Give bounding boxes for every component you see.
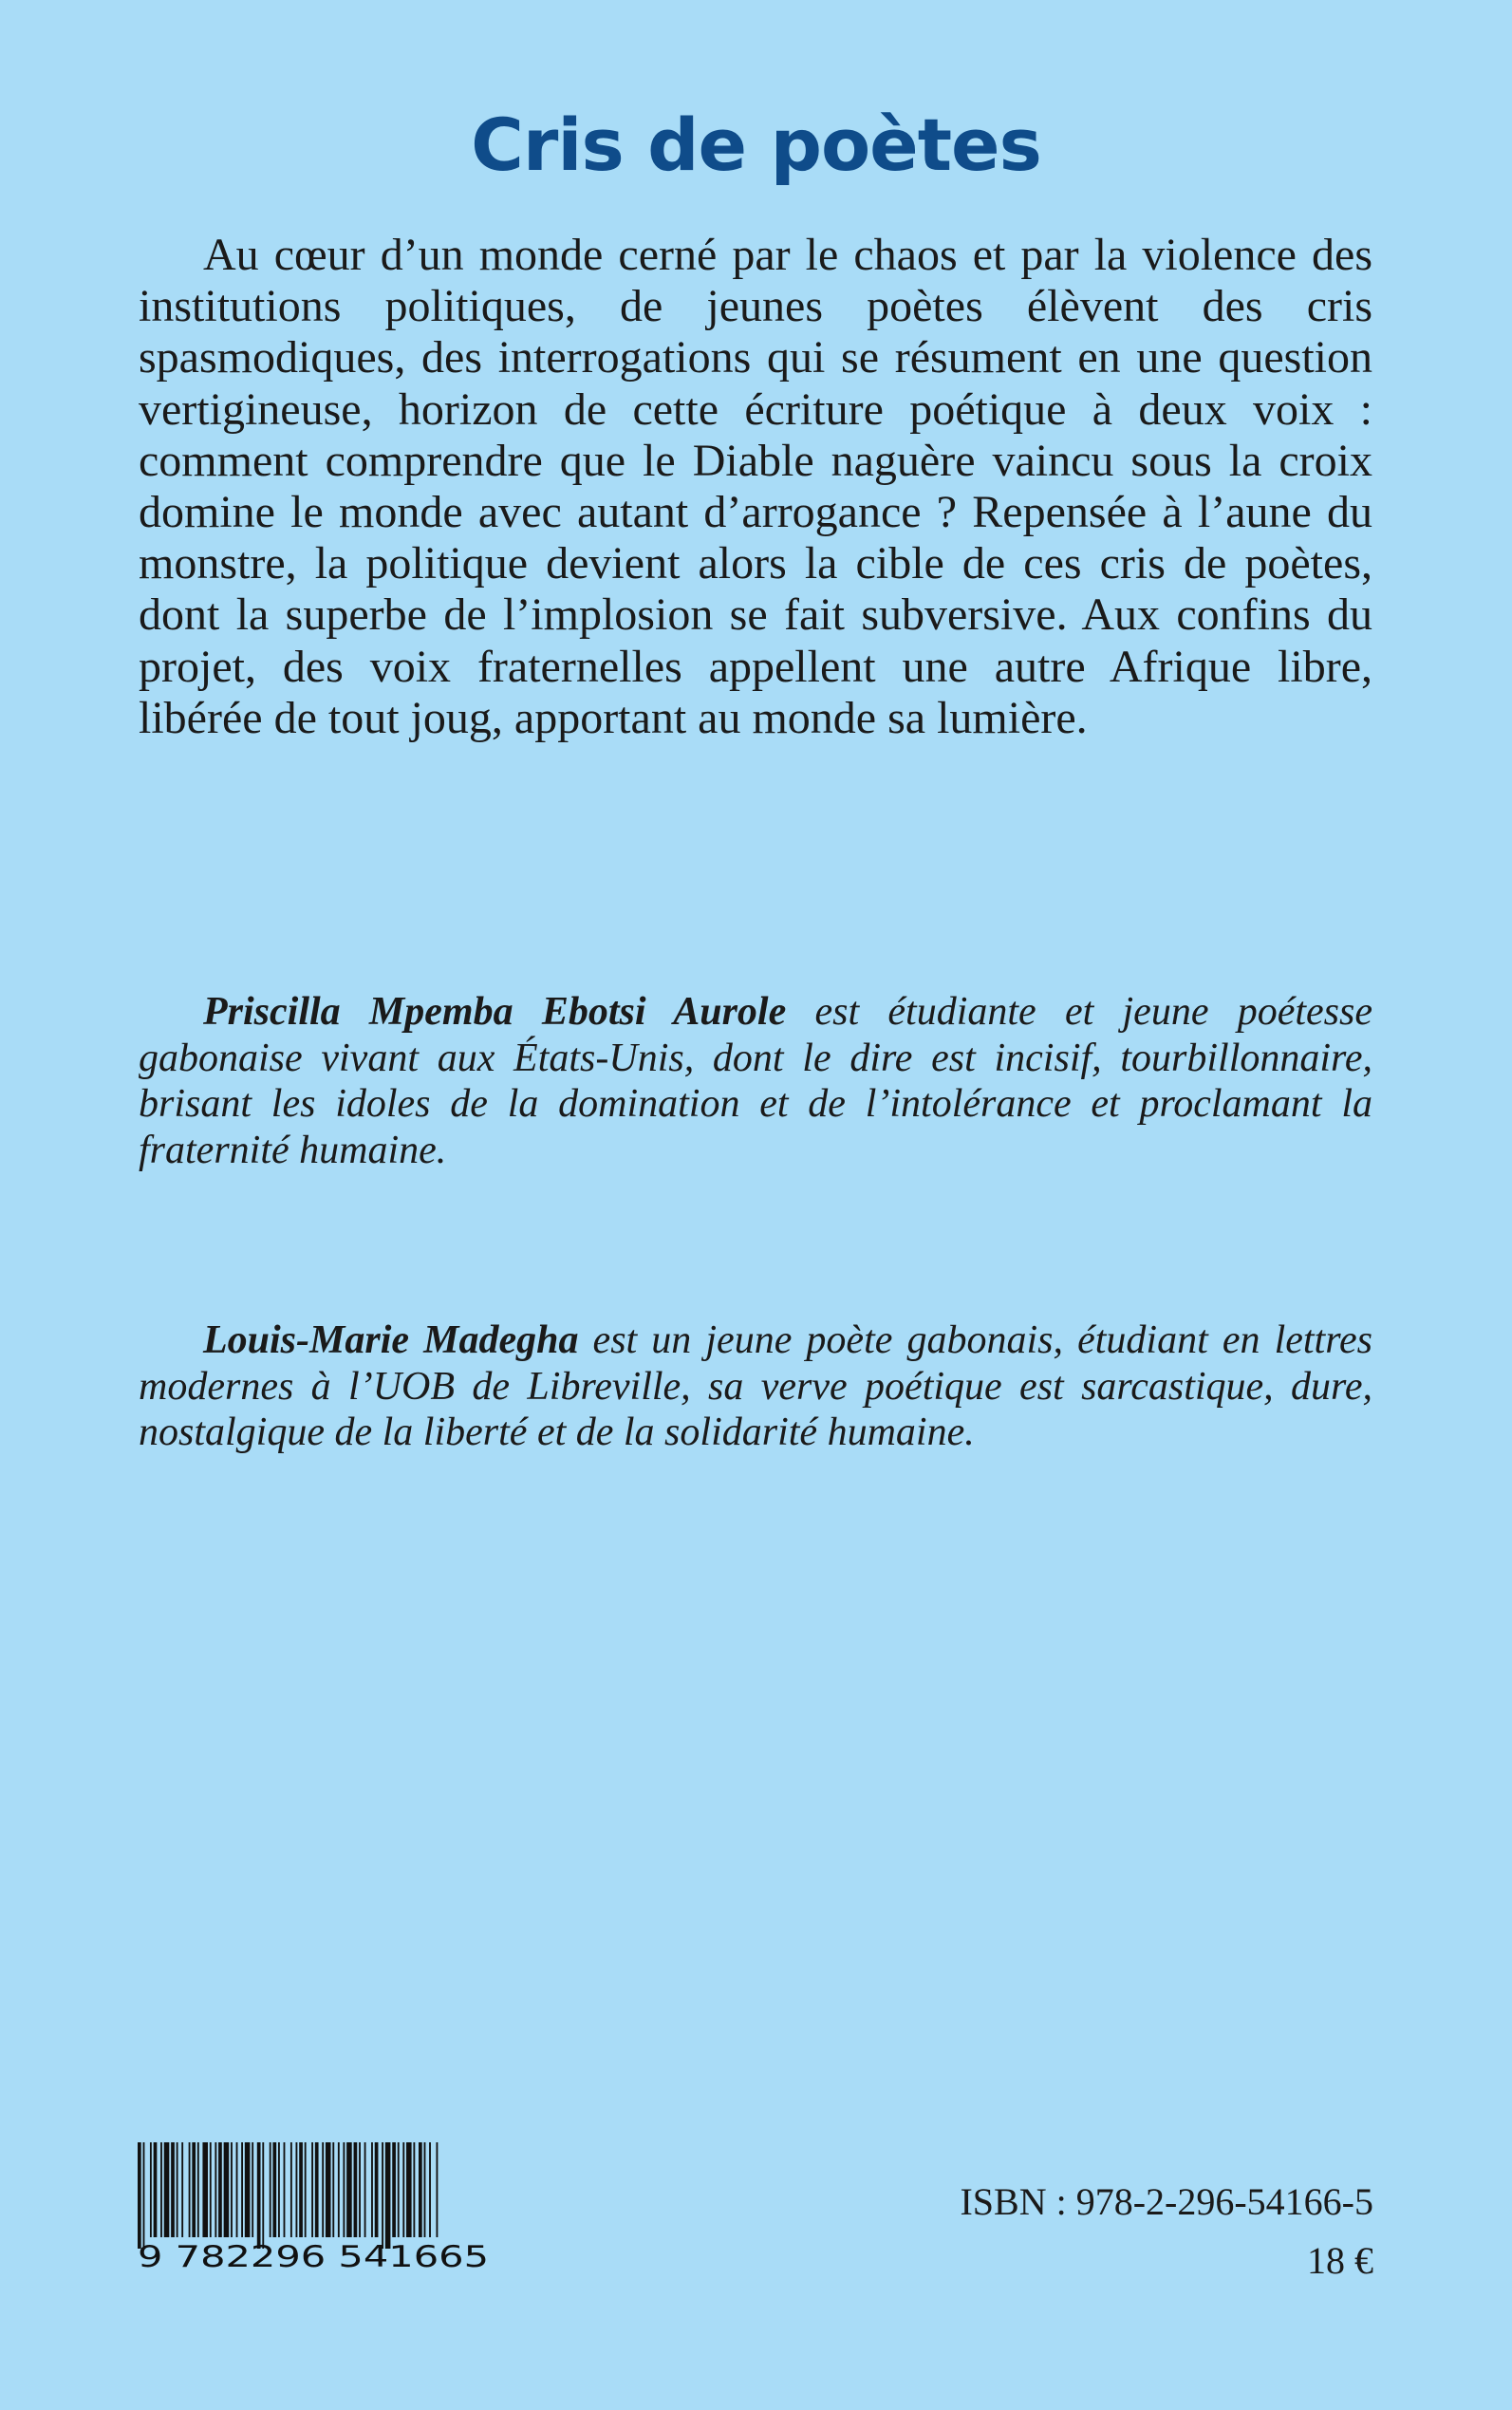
barcode-bar (364, 2142, 366, 2237)
barcode-bar (385, 2142, 391, 2249)
barcode-bar (154, 2142, 158, 2237)
barcode-bar (197, 2142, 199, 2237)
price: 18 € (1307, 2239, 1373, 2282)
author-bio-text-2: est un jeune poète gabonais, étudiant en lettres modernes à l’UOB de Libreville, sa verve poétique est sarcastique, dure, nostalgique de la liberté et de la solidarité humaine. (139, 1318, 1372, 1454)
barcode-bar (437, 2142, 439, 2237)
barcode-bar (245, 2142, 251, 2237)
barcode-bar (257, 2142, 261, 2249)
barcode-bar (181, 2142, 183, 2237)
barcode-bar (322, 2142, 324, 2237)
barcode-bar (343, 2142, 345, 2237)
barcode-bar (143, 2142, 145, 2249)
barcode-bar (311, 2142, 313, 2237)
book-summary (139, 230, 1372, 744)
barcode-bar (326, 2142, 331, 2237)
barcode-bar (290, 2142, 292, 2237)
author-bio-1 (139, 989, 1372, 1173)
barcode-bar (413, 2142, 415, 2237)
barcode-bar (177, 2142, 178, 2237)
barcode-bar (218, 2142, 222, 2237)
book-title: Cris de poètes (471, 102, 1041, 187)
barcode-bar (419, 2142, 422, 2237)
barcode-bar (272, 2142, 276, 2237)
barcode-bar (406, 2142, 412, 2237)
author-bio-text-1: est étudiante et jeune poétesse gabonaise vivant aux États-Unis, dont le dire est incisif, tourbillonnaire, brisant les idoles de la domination et de l’intolérance et proclamant la fraternité humaine. (139, 990, 1373, 1172)
barcode-bar (346, 2142, 352, 2237)
barcode-bars (138, 2142, 438, 2249)
barcode-bar (160, 2142, 162, 2237)
barcode-digits: 9 782296 541665 (138, 2240, 489, 2270)
barcode-bar (224, 2142, 230, 2237)
barcode-bar (231, 2142, 233, 2237)
barcode-bar (278, 2142, 280, 2237)
author-name-2: Louis-Marie Madegha (203, 1318, 579, 1362)
barcode-bar (236, 2142, 238, 2237)
barcode-bar (296, 2142, 298, 2237)
barcode-bar (150, 2142, 152, 2237)
author-bio-2 (139, 1317, 1372, 1456)
barcode-bar (424, 2142, 426, 2237)
barcode-bar (371, 2142, 373, 2237)
barcode (138, 2142, 489, 2270)
barcode-bar (392, 2142, 396, 2237)
isbn: ISBN : 978-2-296-54166-5 (960, 2180, 1373, 2223)
summary-text: Au cœur d’un monde cerné par le chaos et par la violence des institutions politiques, de jeunes poètes élèvent des cris spasmodiques, des interrogations qui se résument en une question vertigineuse, horizon de cette écriture poétique à deux voix : comment comprendre que le Diable naguère vaincu sous la croix domine le monde avec autant d’arrogance ? Repensée à l’aune du monstre, la politique devient alors la cible de ces cris de poètes, dont la superbe de l’implosion se fait subversive. Aux confins du projet, des voix fraternelles appellent une autre Afrique libre, libérée de tout joug, apportant au monde sa lumière. (139, 230, 1372, 743)
barcode-bar (359, 2142, 361, 2237)
barcode-bar (375, 2142, 379, 2237)
barcode-bar (189, 2142, 191, 2237)
barcode-bar (338, 2142, 340, 2237)
barcode-bar (171, 2142, 175, 2237)
barcode-bar (429, 2142, 431, 2237)
barcode-bar (354, 2142, 358, 2237)
barcode-bar (270, 2142, 271, 2237)
barcode-bar (284, 2142, 286, 2237)
barcode-bar (202, 2142, 208, 2237)
barcode-bar (215, 2142, 216, 2237)
barcode-bar (210, 2142, 212, 2237)
author-name-1: Priscilla Mpemba Ebotsi Aurole (203, 990, 787, 1034)
barcode-bar (262, 2142, 264, 2249)
barcode-bar (398, 2142, 400, 2237)
barcode-bar (192, 2142, 196, 2237)
barcode-bar (164, 2142, 170, 2237)
barcode-bar (138, 2142, 141, 2249)
barcode-bar (299, 2142, 303, 2237)
barcode-bar (402, 2142, 404, 2237)
barcode-bar (252, 2142, 253, 2237)
barcode-bar (305, 2142, 307, 2237)
barcode-bar (382, 2142, 383, 2249)
barcode-bar (315, 2142, 319, 2237)
barcode-bar (241, 2142, 243, 2237)
barcode-bar (332, 2142, 334, 2237)
